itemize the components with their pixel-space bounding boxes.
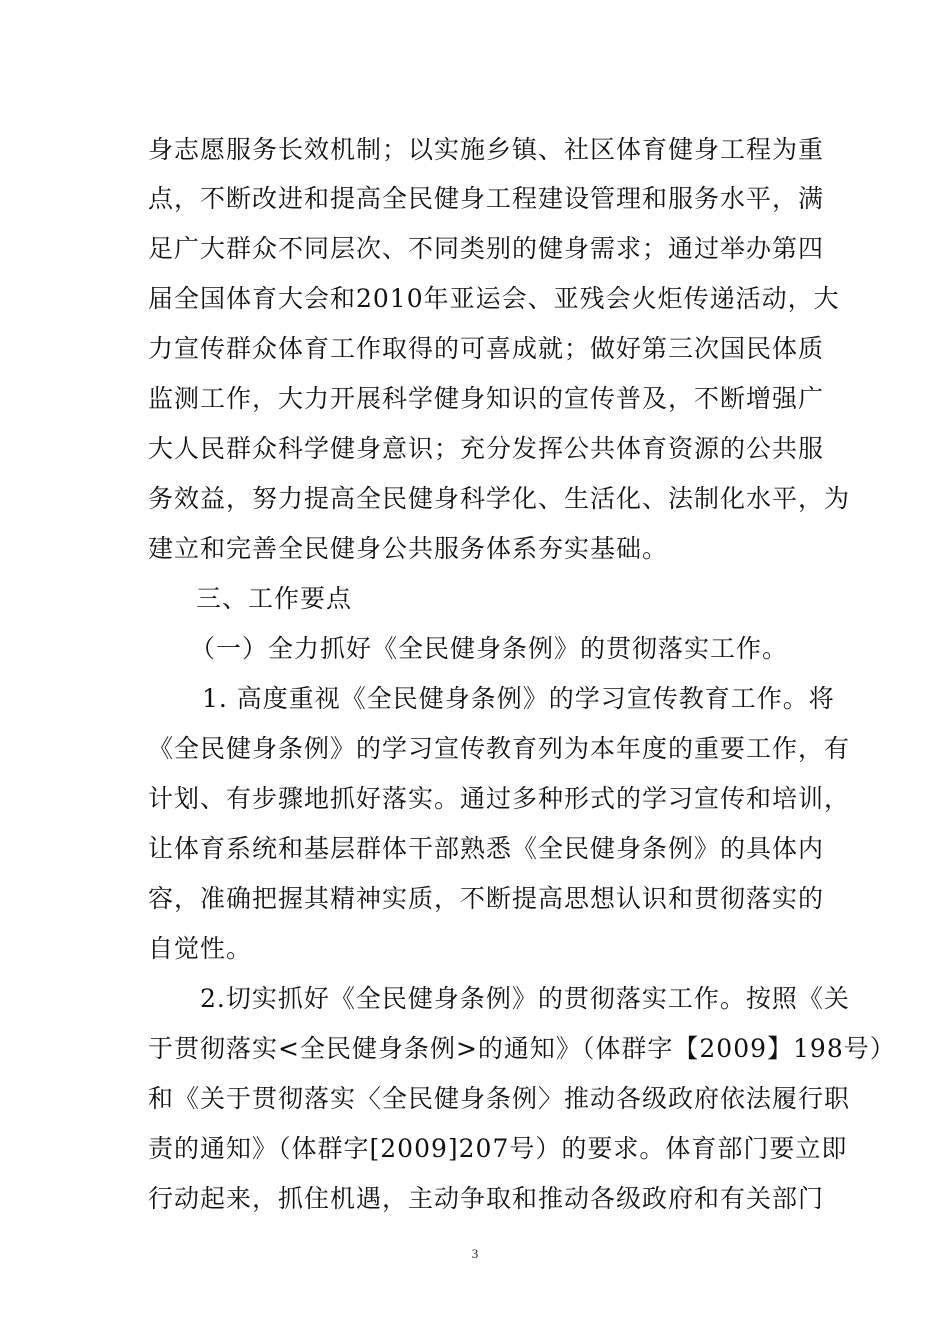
paragraph-line: 行动起来，抓住机遇，主动争取和推动各级政府和有关部门 — [148, 1184, 825, 1213]
paragraph-line: 1. 高度重视《全民健身条例》的学习宣传教育工作。将 — [202, 684, 835, 713]
paragraph-line: 计划、有步骤地抓好落实。通过多种形式的学习宣传和培训， — [148, 784, 851, 813]
paragraph-line: 让体育系统和基层群体干部熟悉《全民健身条例》的具体内 — [148, 834, 825, 863]
paragraph-line: 届全国体育大会和2010年亚运会、亚残会火炬传递活动，大 — [148, 284, 840, 313]
paragraph-line: 容，准确把握其精神实质，不断提高思想认识和贯彻落实的 — [148, 884, 825, 913]
section-heading: 三、工作要点 — [196, 584, 353, 613]
paragraph-line: 于贯彻落实<全民健身条例>的通知》（体群字【2009】198号） — [148, 1034, 896, 1063]
paragraph-line: 务效益，努力提高全民健身科学化、生活化、法制化水平，为 — [148, 484, 851, 513]
paragraph-line: 和《关于贯彻落实〈全民健身条例〉推动各级政府依法履行职 — [148, 1084, 851, 1113]
paragraph-line: 身志愿服务长效机制；以实施乡镇、社区体育健身工程为重 — [148, 135, 825, 164]
paragraph-line: 自觉性。 — [148, 934, 253, 963]
paragraph-line: 建立和完善全民健身公共服务体系夯实基础。 — [148, 534, 669, 563]
paragraph-line: 2.切实抓好《全民健身条例》的贯彻落实工作。按照《关 — [200, 984, 850, 1013]
subsection-heading: （一）全力抓好《全民健身条例》的贯彻落实工作。 — [190, 634, 789, 663]
paragraph-line: 责的通知》（体群字[2009]207号）的要求。体育部门要立即 — [148, 1134, 848, 1163]
paragraph-line: 大人民群众科学健身意识；充分发挥公共体育资源的公共服 — [148, 434, 825, 463]
paragraph-line: 监测工作，大力开展科学健身知识的宣传普及，不断增强广 — [148, 384, 825, 413]
paragraph-line: 足广大群众不同层次、不同类别的健身需求；通过举办第四 — [148, 234, 825, 263]
paragraph-line: 力宣传群众体育工作取得的可喜成就；做好第三次国民体质 — [148, 334, 825, 363]
paragraph-line: 点，不断改进和提高全民健身工程建设管理和服务水平，满 — [148, 184, 825, 213]
paragraph-line: 《全民健身条例》的学习宣传教育列为本年度的重要工作，有 — [148, 734, 851, 763]
page-number: 3 — [471, 1246, 479, 1261]
